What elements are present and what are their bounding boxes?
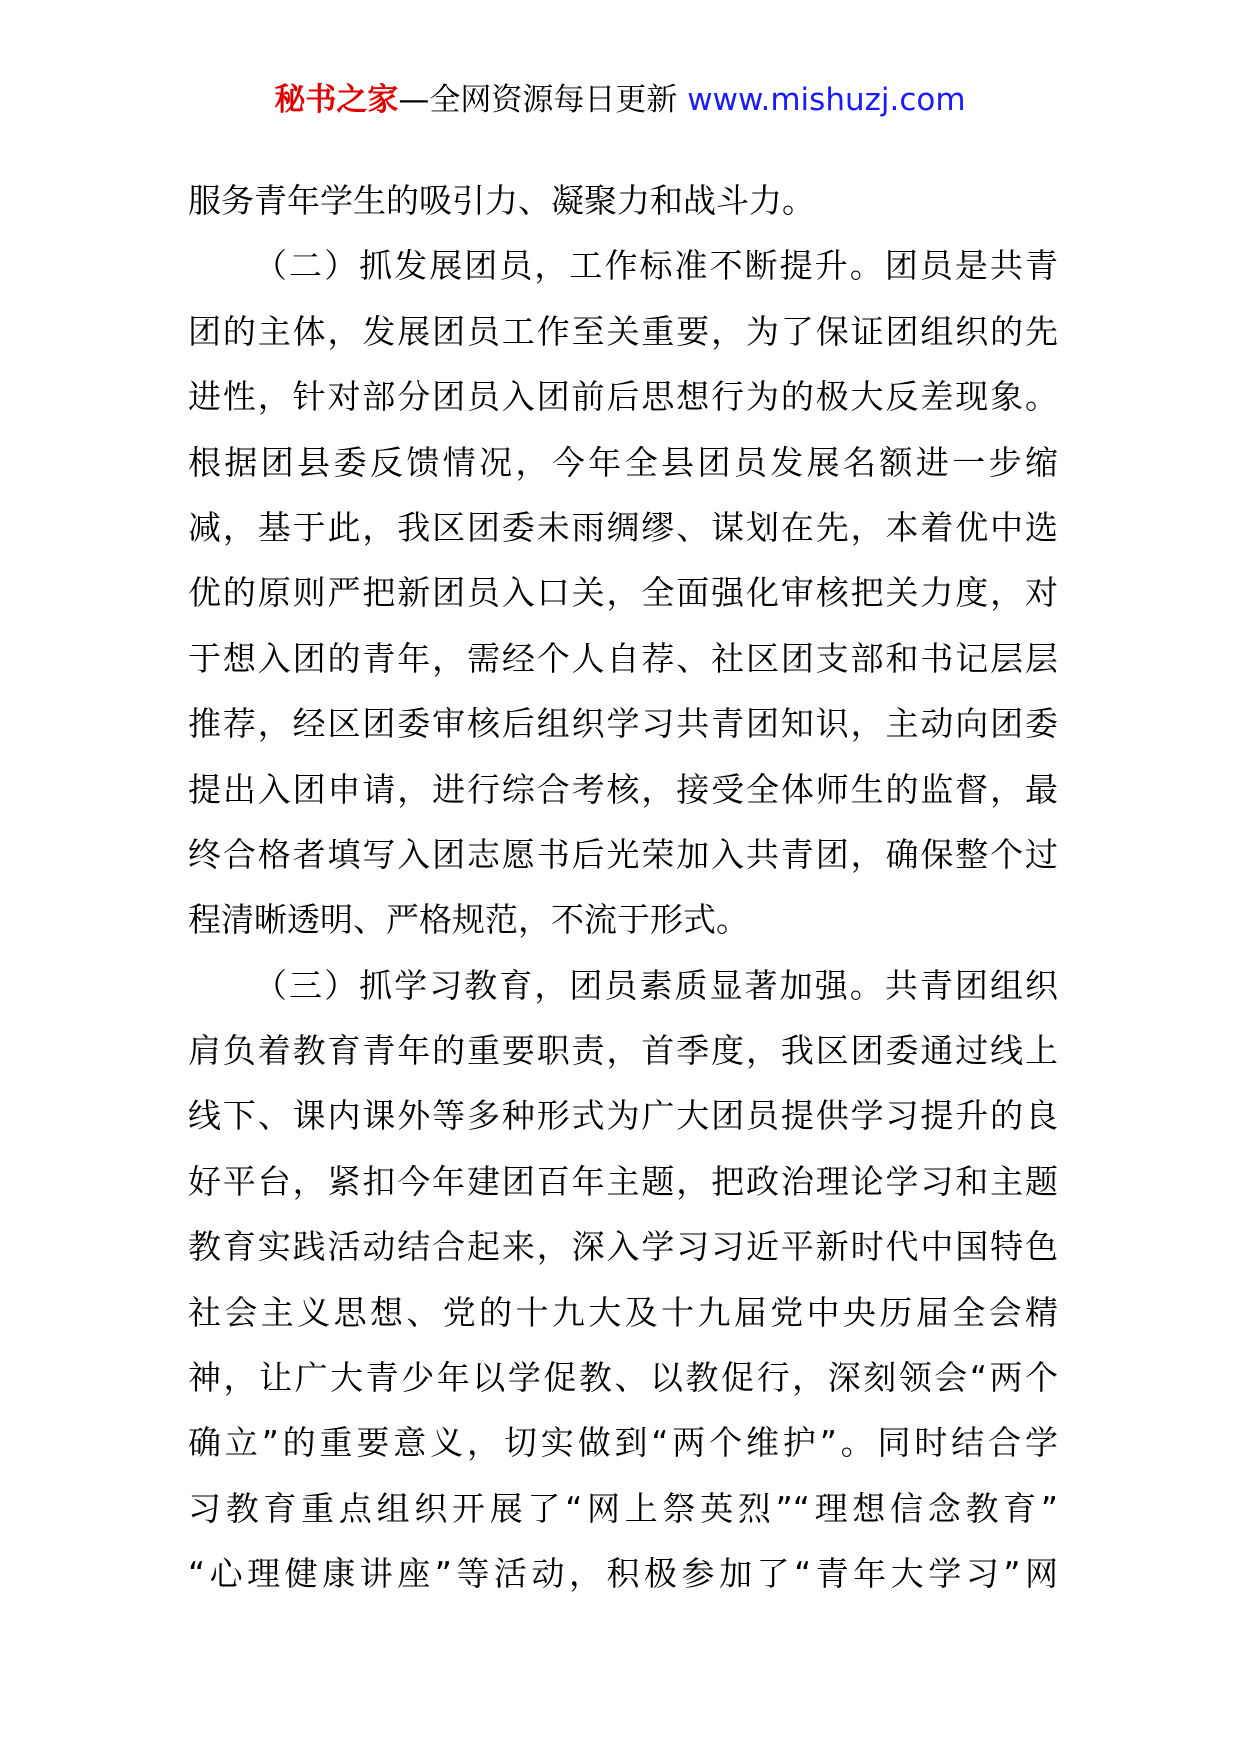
brand-name: 秘书之家 [274,82,399,118]
text-line: 社会主义思想、党的十九大及十九届党中央历届全会精 [188,1292,1058,1332]
text-line: 神，让广大青少年以学促教、以教促行，深刻领会“两个 [188,1358,1058,1398]
text-line: 线下、课内课外等多种形式为广大团员提供学习提升的良 [188,1096,1058,1136]
text-line: 程清晰透明、严格规范，不流于形式。 [188,900,749,940]
text-line: 优的原则严把新团员入口关，全面强化审核把关力度，对 [188,573,1058,613]
text-line: 根据团县委反馈情况，今年全县团员发展名额进一步缩 [188,442,1058,482]
paragraph-heading-line: （二）抓发展团员，工作标准不断提升。团员是共青 [254,246,1058,286]
text-line: 习教育重点组织开展了“网上祭英烈”“理想信念教育” [188,1488,1058,1528]
document-body [188,168,1058,1607]
text-line: “心理健康讲座”等活动，积极参加了“青年大学习”网 [188,1554,1058,1594]
site-url-link[interactable]: www.mishuzj.com [687,82,966,118]
text-line: 进性，针对部分团员入团前后思想行为的极大反差现象。 [188,377,1058,417]
page-header [0,78,1240,122]
text-line: 提出入团申请，进行综合考核，接受全体师生的监督，最 [188,769,1058,809]
text-line: 肩负着教育青年的重要职责，首季度，我区团委通过线上 [188,1031,1058,1071]
text-line: 教育实践活动结合起来，深入学习习近平新时代中国特色 [188,1227,1058,1267]
text-line: 终合格者填写入团志愿书后光荣加入共青团，确保整个过 [188,834,1058,874]
text-line: 服务青年学生的吸引力、凝聚力和战斗力。 [188,181,815,220]
text-line: 好平台，紧扣今年建团百年主题，把政治理论学习和主题 [188,1161,1058,1201]
text-line: 推荐，经区团委审核后组织学习共青团知识，主动向团委 [188,704,1058,744]
text-line: 于想入团的青年，需经个人自荐、社区团支部和书记层层 [188,638,1058,678]
header-tagline: —全网资源每日更新 [398,82,688,118]
text-line: 确立”的重要意义，切实做到“两个维护”。同时结合学 [188,1423,1058,1463]
text-line: 减，基于此，我区团委未雨绸缪、谋划在先，本着优中选 [188,507,1058,547]
paragraph-heading-line: （三）抓学习教育，团员素质显著加强。共青团组织 [254,965,1058,1005]
text-line: 团的主体，发展团员工作至关重要，为了保证团组织的先 [188,311,1058,351]
